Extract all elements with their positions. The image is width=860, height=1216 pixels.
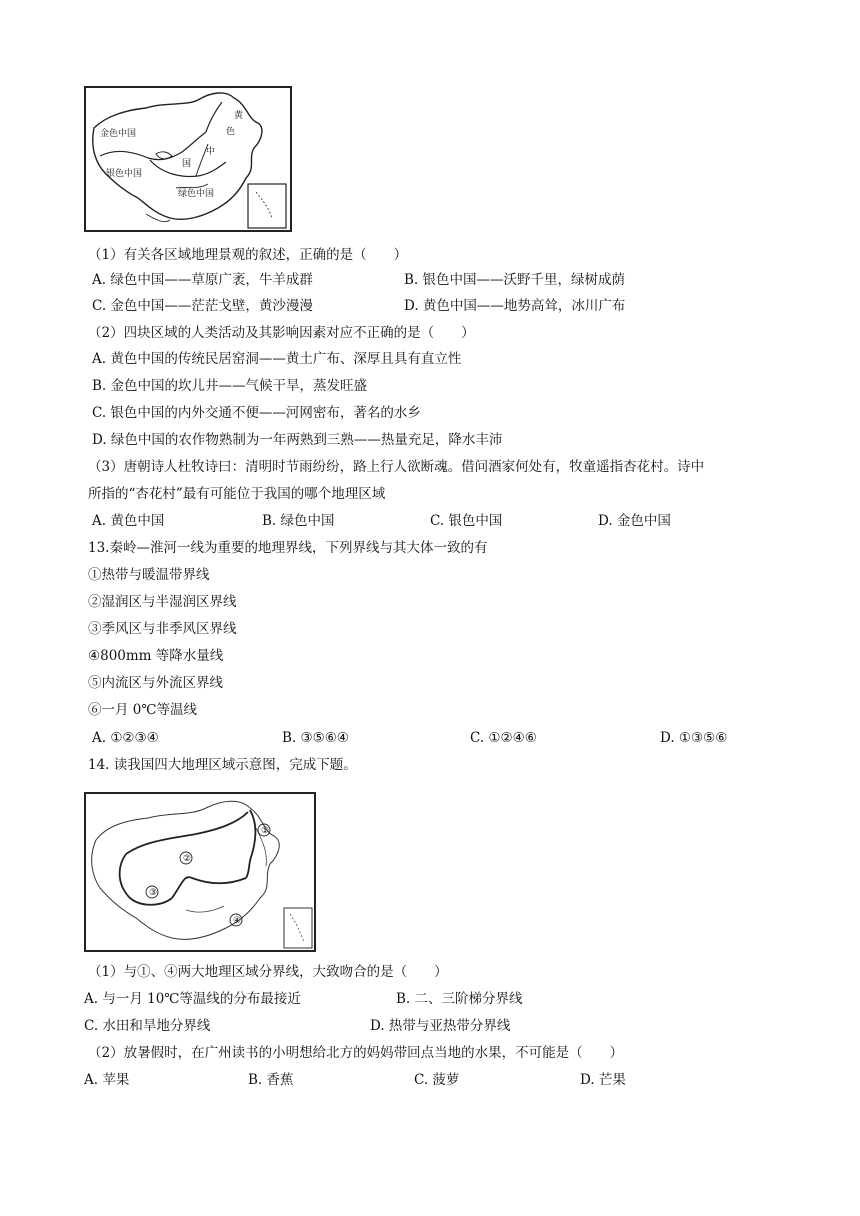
q14-2-option-a[interactable]: A. 苹果 xyxy=(84,1072,130,1088)
map-label-region-2: ② xyxy=(183,854,192,864)
q12-1-option-c[interactable]: C. 金色中国——茫茫戈壁，黄沙漫漫 xyxy=(92,298,313,314)
q12-3-option-d[interactable]: D. 金色中国 xyxy=(598,513,671,529)
q12-1-option-d[interactable]: D. 黄色中国——地势高耸，冰川广布 xyxy=(404,298,626,314)
q12-1-option-b[interactable]: B. 银色中国——沃野千里，绿树成荫 xyxy=(404,272,626,288)
q12-3-option-a[interactable]: A. 黄色中国 xyxy=(92,513,165,529)
q14-1-stem: （1）与①、④两大地理区域分界线，大致吻合的是（ ） xyxy=(88,964,448,980)
q12-1-option-a[interactable]: A. 绿色中国——草原广袤，牛羊成群 xyxy=(92,272,313,288)
q14-2-option-d[interactable]: D. 芒果 xyxy=(580,1072,626,1088)
q13-option-d[interactable]: D. ①③⑤⑥ xyxy=(660,730,728,746)
map-label-region-4: ④ xyxy=(233,916,242,926)
q12-2-option-d[interactable]: D. 绿色中国的农作物熟制为一年两熟到三熟——热量充足，降水丰沛 xyxy=(92,432,503,448)
q13-stem: 13.秦岭—淮河一线为重要的地理界线，下列界线与其大体一致的有 xyxy=(88,540,488,556)
q14-2-stem: （2）放暑假时，在广州读书的小明想给北方的妈妈带回点当地的水果，不可能是（ ） xyxy=(88,1045,624,1061)
q14-stem: 14. 读我国四大地理区域示意图，完成下题。 xyxy=(88,757,357,773)
q13-option-c[interactable]: C. ①②④⑥ xyxy=(470,730,537,746)
map-label-region-3: ③ xyxy=(149,888,158,898)
q12-3-option-c[interactable]: C. 银色中国 xyxy=(430,513,503,529)
q12-3-stem-line1: （3）唐朝诗人杜牧诗曰：清明时节雨纷纷，路上行人欲断魂。借问酒家何处有，牧童遥指杏花村。诗中 xyxy=(88,459,705,475)
q13-item-2: ②湿润区与半湿润区界线 xyxy=(88,594,237,610)
q12-3-stem-line2: 所指的“杏花村”最有可能位于我国的哪个地理区域 xyxy=(88,486,386,502)
map-label-gold: 金色中国 xyxy=(100,129,137,139)
q12-2-option-b[interactable]: B. 金色中国的坎儿井——气候干旱，蒸发旺盛 xyxy=(92,378,368,394)
q13-item-5: ⑤内流区与外流区界线 xyxy=(88,675,223,691)
q13-item-1: ①热带与暖温带界线 xyxy=(88,567,210,583)
map-label-green: 绿色中国 xyxy=(178,189,215,199)
q14-2-option-c[interactable]: C. 菠萝 xyxy=(414,1072,460,1088)
q14-2-option-b[interactable]: B. 香蕉 xyxy=(248,1072,294,1088)
q12-2-stem: （2）四块区域的人类活动及其影响因素对应不正确的是（ ） xyxy=(88,325,475,341)
map-label-yellow-1: 黄 xyxy=(234,111,244,121)
q13-item-4: ④800mm 等降水量线 xyxy=(88,648,224,664)
q13-item-6: ⑥一月 0℃等温线 xyxy=(88,702,197,718)
q14-1-option-d[interactable]: D. 热带与亚热带分界线 xyxy=(370,1018,511,1034)
map-label-yellow-2: 色 xyxy=(226,127,236,137)
q14-1-option-c[interactable]: C. 水田和旱地分界线 xyxy=(84,1018,211,1034)
q12-1-stem: （1）有关各区域地理景观的叙述，正确的是（ ） xyxy=(88,247,408,263)
china-outline-map xyxy=(86,88,290,230)
map-label-region-1: ① xyxy=(261,826,270,836)
four-regions-map xyxy=(84,86,292,232)
map-label-yellow-3: 中 xyxy=(206,147,216,157)
q12-2-option-a[interactable]: A. 黄色中国的传统民居窑洞——黄土广布、深厚且具有直立性 xyxy=(92,351,462,367)
map-label-yellow-4: 国 xyxy=(182,159,192,169)
q14-1-option-a[interactable]: A. 与一月 10℃等温线的分布最接近 xyxy=(84,991,301,1007)
four-geographic-regions-map xyxy=(84,792,316,952)
q12-3-option-b[interactable]: B. 绿色中国 xyxy=(262,513,335,529)
q13-item-3: ③季风区与非季风区界线 xyxy=(88,621,237,637)
china-regions-outline-map xyxy=(86,794,314,950)
map-label-silver: 银色中国 xyxy=(106,169,143,179)
q14-1-option-b[interactable]: B. 二、三阶梯分界线 xyxy=(396,991,523,1007)
q12-2-option-c[interactable]: C. 银色中国的内外交通不便——河网密布，著名的水乡 xyxy=(92,405,421,421)
q13-option-a[interactable]: A. ①②③④ xyxy=(92,730,159,746)
q13-option-b[interactable]: B. ③⑤⑥④ xyxy=(282,730,349,746)
